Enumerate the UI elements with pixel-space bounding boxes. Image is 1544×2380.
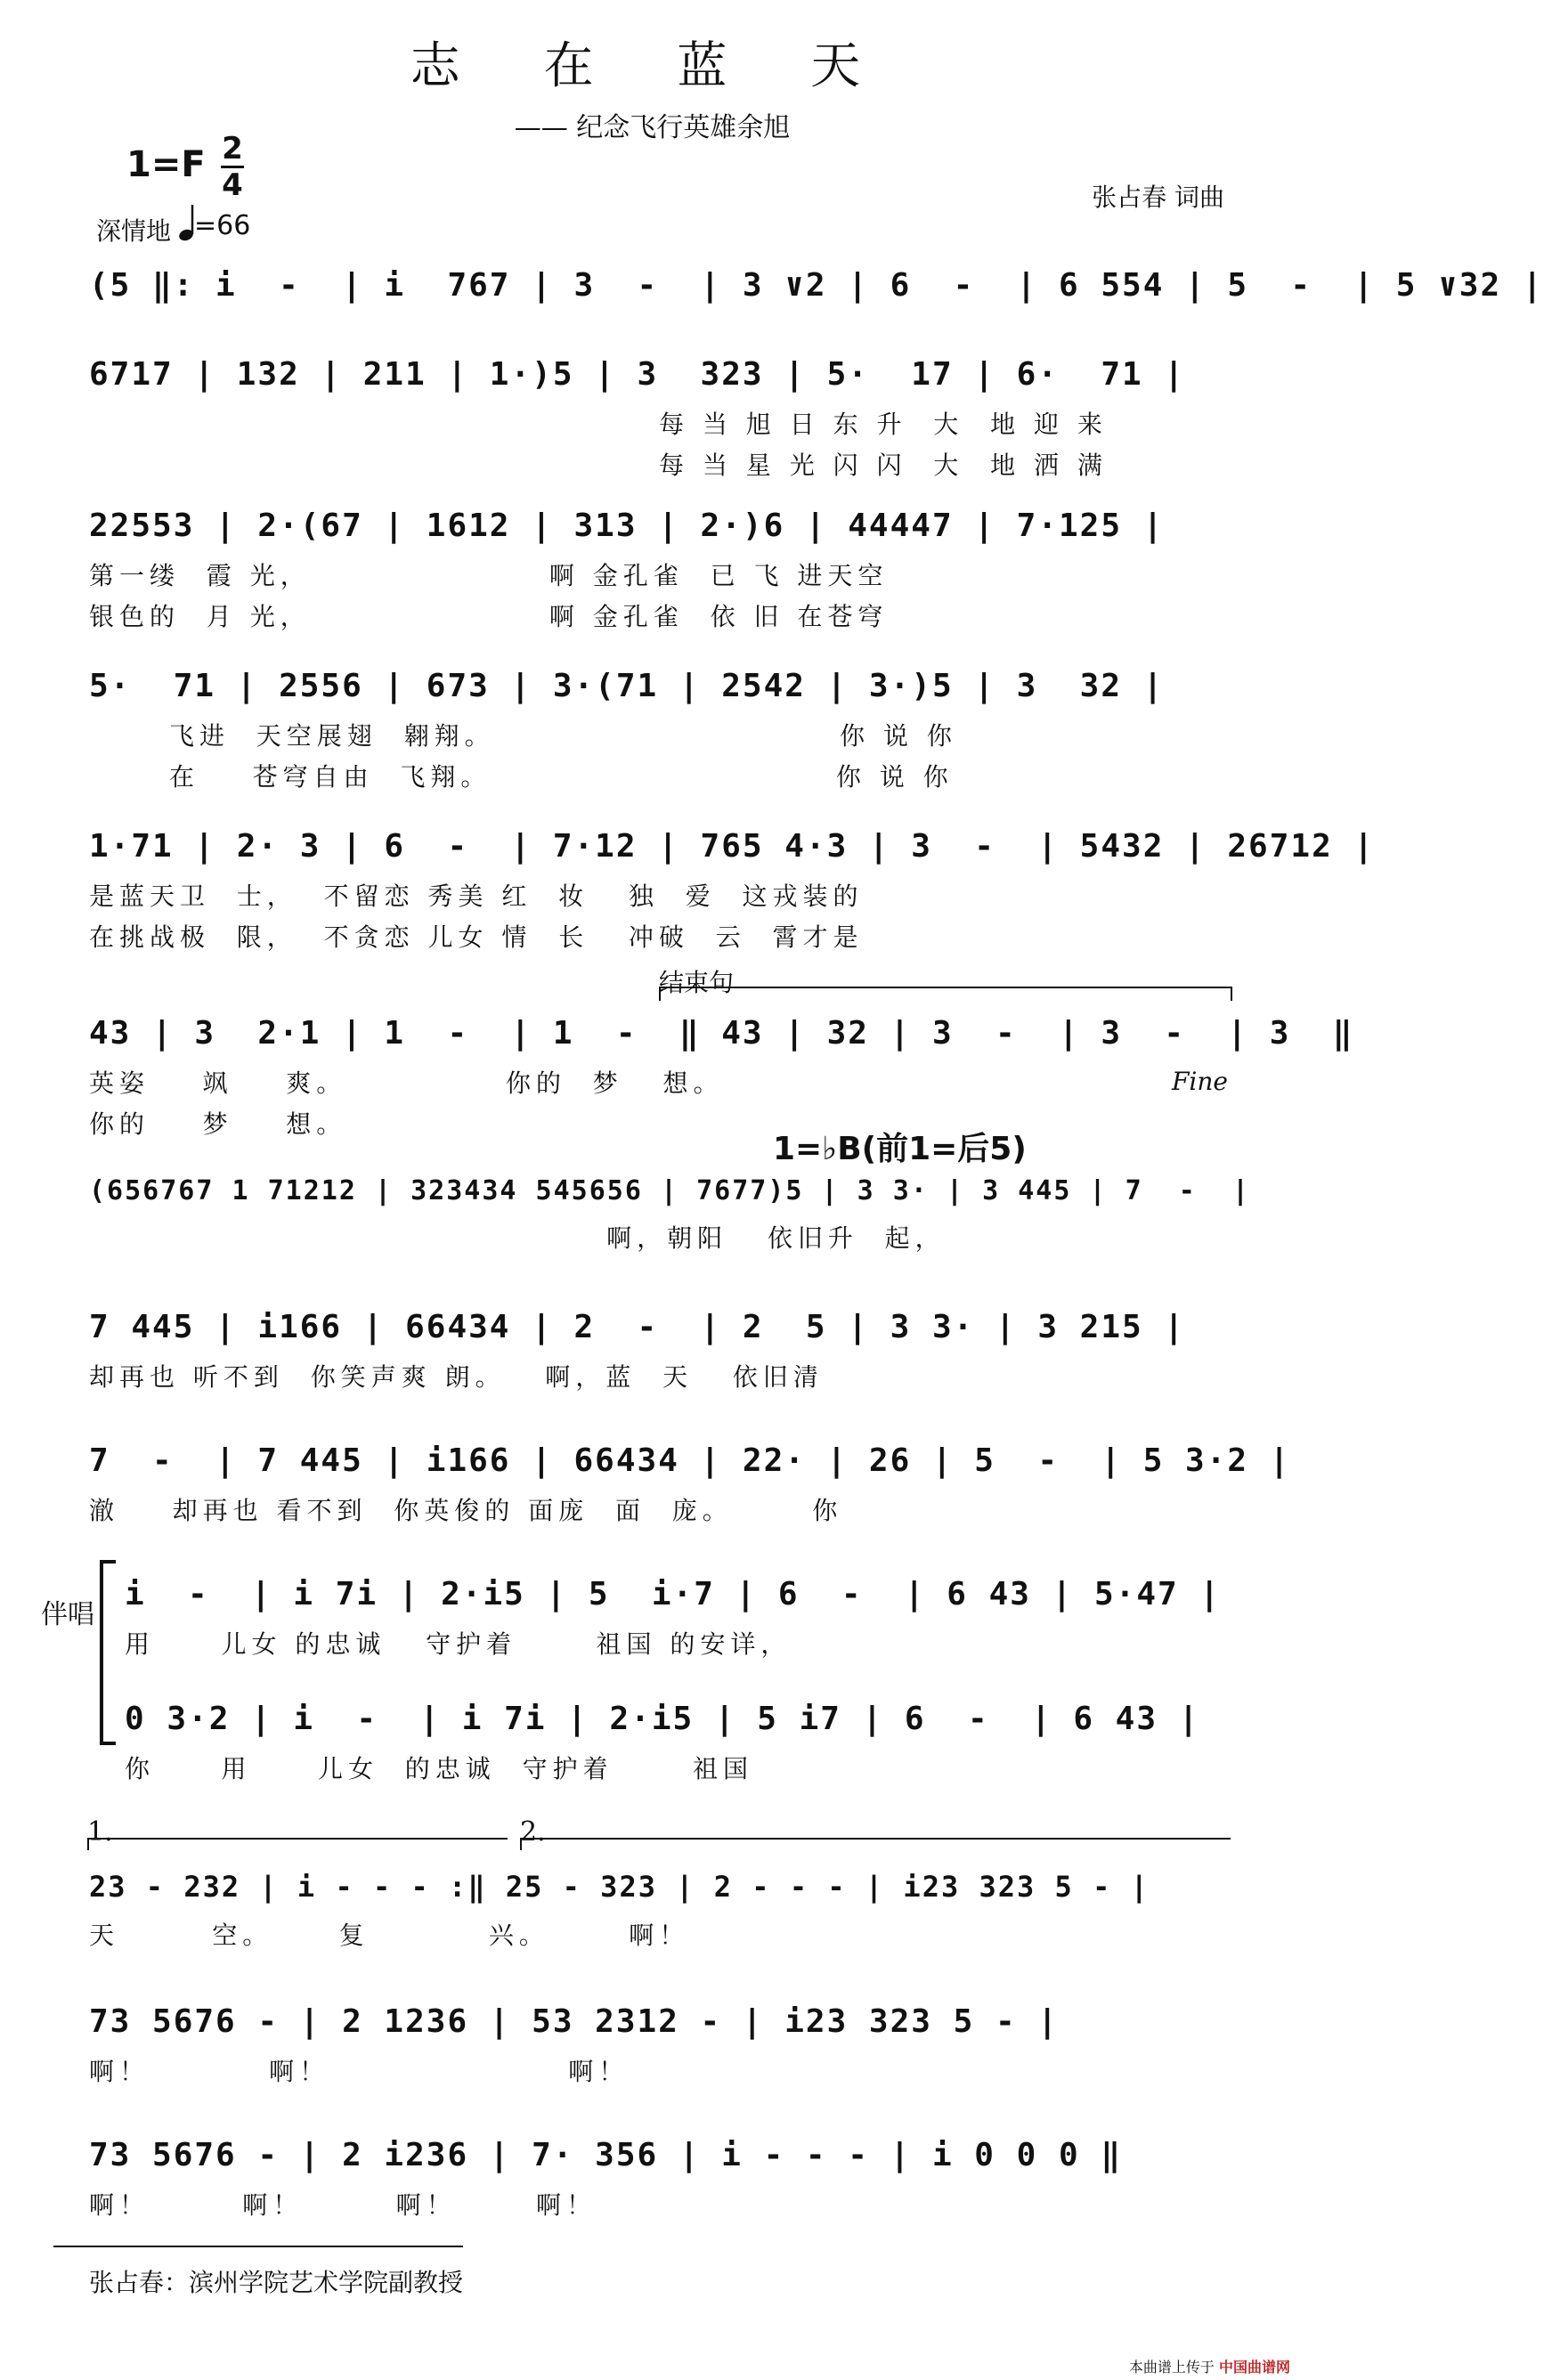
system-14-notes: 73 5676 - | 2 i236 | 7· 356 | i - - - | i 0 0 0 ‖ <box>89 2137 1123 2173</box>
watermark <box>1129 2356 1290 2376</box>
system-3 <box>89 508 1229 633</box>
key-signature: 1=F <box>126 144 206 185</box>
system-3-lyrics-2: 银色的 月 光， 啊 金孔雀 依 旧 在苍穹 <box>89 602 889 631</box>
footer-divider <box>53 2246 463 2247</box>
system-13-lyrics-1: 啊！ 啊！ 啊！ <box>89 2057 630 2086</box>
fine-marking: Fine <box>1172 1067 1228 1096</box>
tempo-marking: 深情地 <box>96 216 172 246</box>
system-1-notes: (5 ‖: i - | i 767 | 3 - | 3 ∨2 | 6 - | 6 554 | 5 - | 5 ∨32 | <box>89 267 1544 304</box>
volta-2-label: 2. <box>520 1816 546 1848</box>
volta-1-label: 1. <box>87 1816 113 1848</box>
system-11-lyrics-1: 你 用 儿女 的忠诚 守护着 祖国 <box>125 1754 754 1783</box>
system-11 <box>125 1701 1229 1785</box>
ending-phrase-bracket <box>659 987 1232 1001</box>
system-2-lyrics-1: 每 当 旭 日 东 升 大 地 迎 来 <box>659 410 1108 439</box>
system-12-notes: 23 - 232 | i - - - :‖ 25 - 323 | 2 - - - | i23 323 5 - | <box>89 1870 1150 1904</box>
time-signature-bottom: 4 <box>222 167 243 203</box>
system-6-lyrics-2: 你的 梦 想。 <box>89 1109 347 1139</box>
system-3-notes: 22553 | 2·(67 | 1612 | 313 | 2·)6 | 44447 | 7·125 | <box>89 508 1165 544</box>
choir-label: 伴唱 <box>41 1599 94 1630</box>
composer-credit: 张占春 词曲 <box>1092 183 1224 212</box>
system-4-lyrics-1: 飞进 天空展翅 翱翔。 你 说 你 <box>169 721 957 751</box>
system-3-lyrics-1: 第一缕 霞 光， 啊 金孔雀 已 飞 进天空 <box>89 561 889 590</box>
system-12-lyrics-1: 天 空。 复 兴。 啊！ <box>89 1921 690 1950</box>
volta-1-bracket <box>87 1838 508 1850</box>
time-signature-top: 2 <box>222 131 243 167</box>
system-6-lyrics-1: 英姿 飒 爽。 你的 梦 想。 <box>89 1068 724 1098</box>
system-9-lyrics-1: 澈 却再也 看不到 你英俊的 面庞 面 庞。 你 <box>89 1496 843 1525</box>
quarter-note-icon <box>178 203 196 242</box>
system-2 <box>89 356 1229 482</box>
system-10-notes: i - | i 7i | 2·i5 | 5 i·7 | 6 - | 6 43 | 5·47 | <box>125 1576 1222 1612</box>
subtitle: —— 纪念飞行英雄余旭 <box>514 112 791 143</box>
watermark-site: 中国曲谱网 <box>1218 2359 1290 2376</box>
system-8-lyrics-1: 却再也 听不到 你笑声爽 朗。 啊，蓝 天 依旧清 <box>89 1362 824 1392</box>
system-5-notes: 1·71 | 2· 3 | 6 - | 7·12 | 765 4·3 | 3 - | 5432 | 26712 | <box>89 828 1376 865</box>
system-14 <box>89 2137 1229 2222</box>
system-5-lyrics-1: 是蓝天卫 士， 不留恋 秀美 红 妆 独 爱 这戎装的 <box>89 881 864 911</box>
system-11-notes: 0 3·2 | i - | i 7i | 2·i5 | 5 i7 | 6 - | 6 43 | <box>125 1701 1200 1737</box>
choir-brace <box>100 1560 116 1745</box>
system-9 <box>89 1442 1291 1527</box>
system-14-lyrics-1: 啊！ 啊！ 啊！ 啊！ <box>89 2190 597 2220</box>
page-title: 志 在 蓝 天 <box>410 37 895 95</box>
time-signature <box>221 131 244 203</box>
system-4 <box>89 668 1229 793</box>
system-7 <box>89 1175 1250 1255</box>
system-13 <box>89 2003 1229 2088</box>
system-12 <box>89 1870 1229 1952</box>
system-2-lyrics-2: 每 当 星 光 闪 闪 大 地 洒 满 <box>659 451 1108 480</box>
system-4-notes: 5· 71 | 2556 | 673 | 3·(71 | 2542 | 3·)5 | 3 32 | <box>89 668 1165 704</box>
system-6 <box>89 1015 1354 1141</box>
system-6-notes: 43 | 3 2·1 | 1 - | 1 - ‖ 43 | 32 | 3 - | 3 - | 3 ‖ <box>89 1015 1354 1052</box>
system-5-lyrics-2: 在挑战极 限， 不贪恋 儿女 情 长 冲破 云 霄才是 <box>89 922 864 952</box>
tempo-value: =66 <box>194 210 251 241</box>
system-10-lyrics-1: 用 儿女 的忠诚 守护着 祖国 的安详， <box>125 1629 792 1659</box>
system-10 <box>125 1576 1229 1661</box>
modulation-marking: 1=♭B(前1=后5) <box>773 1131 1027 1167</box>
system-4-lyrics-2: 在 苍穹自由 飞翔。 你 说 你 <box>169 762 954 792</box>
system-2-notes: 6717 | 132 | 211 | 1·)5 | 3 323 | 5· 17 | 6· 71 | <box>89 356 1186 393</box>
system-9-notes: 7 - | 7 445 | i166 | 66434 | 22· | 26 | 5 - | 5 3·2 | <box>89 1442 1291 1479</box>
footer-note: 张占春：滨州学院艺术学院副教授 <box>89 2268 464 2297</box>
system-8 <box>89 1309 1229 1393</box>
system-7-lyrics-1: 啊，朝阳 依旧升 起， <box>89 1223 946 1253</box>
system-5 <box>89 828 1376 954</box>
system-1 <box>89 267 1544 304</box>
system-8-notes: 7 445 | i166 | 66434 | 2 - | 2 5 | 3 3· | 3 215 | <box>89 1309 1186 1345</box>
watermark-prefix: 本曲谱上传于 <box>1128 2359 1215 2376</box>
volta-2-bracket <box>520 1838 1231 1850</box>
system-13-notes: 73 5676 - | 2 1236 | 53 2312 - | i23 323 5 - | <box>89 2003 1059 2040</box>
system-7-notes: (656767 1 71212 | 323434 545656 | 7677)5 | 3 3· | 3 445 | 7 - | <box>89 1175 1250 1206</box>
ending-phrase-label: 结束句 <box>659 968 735 997</box>
